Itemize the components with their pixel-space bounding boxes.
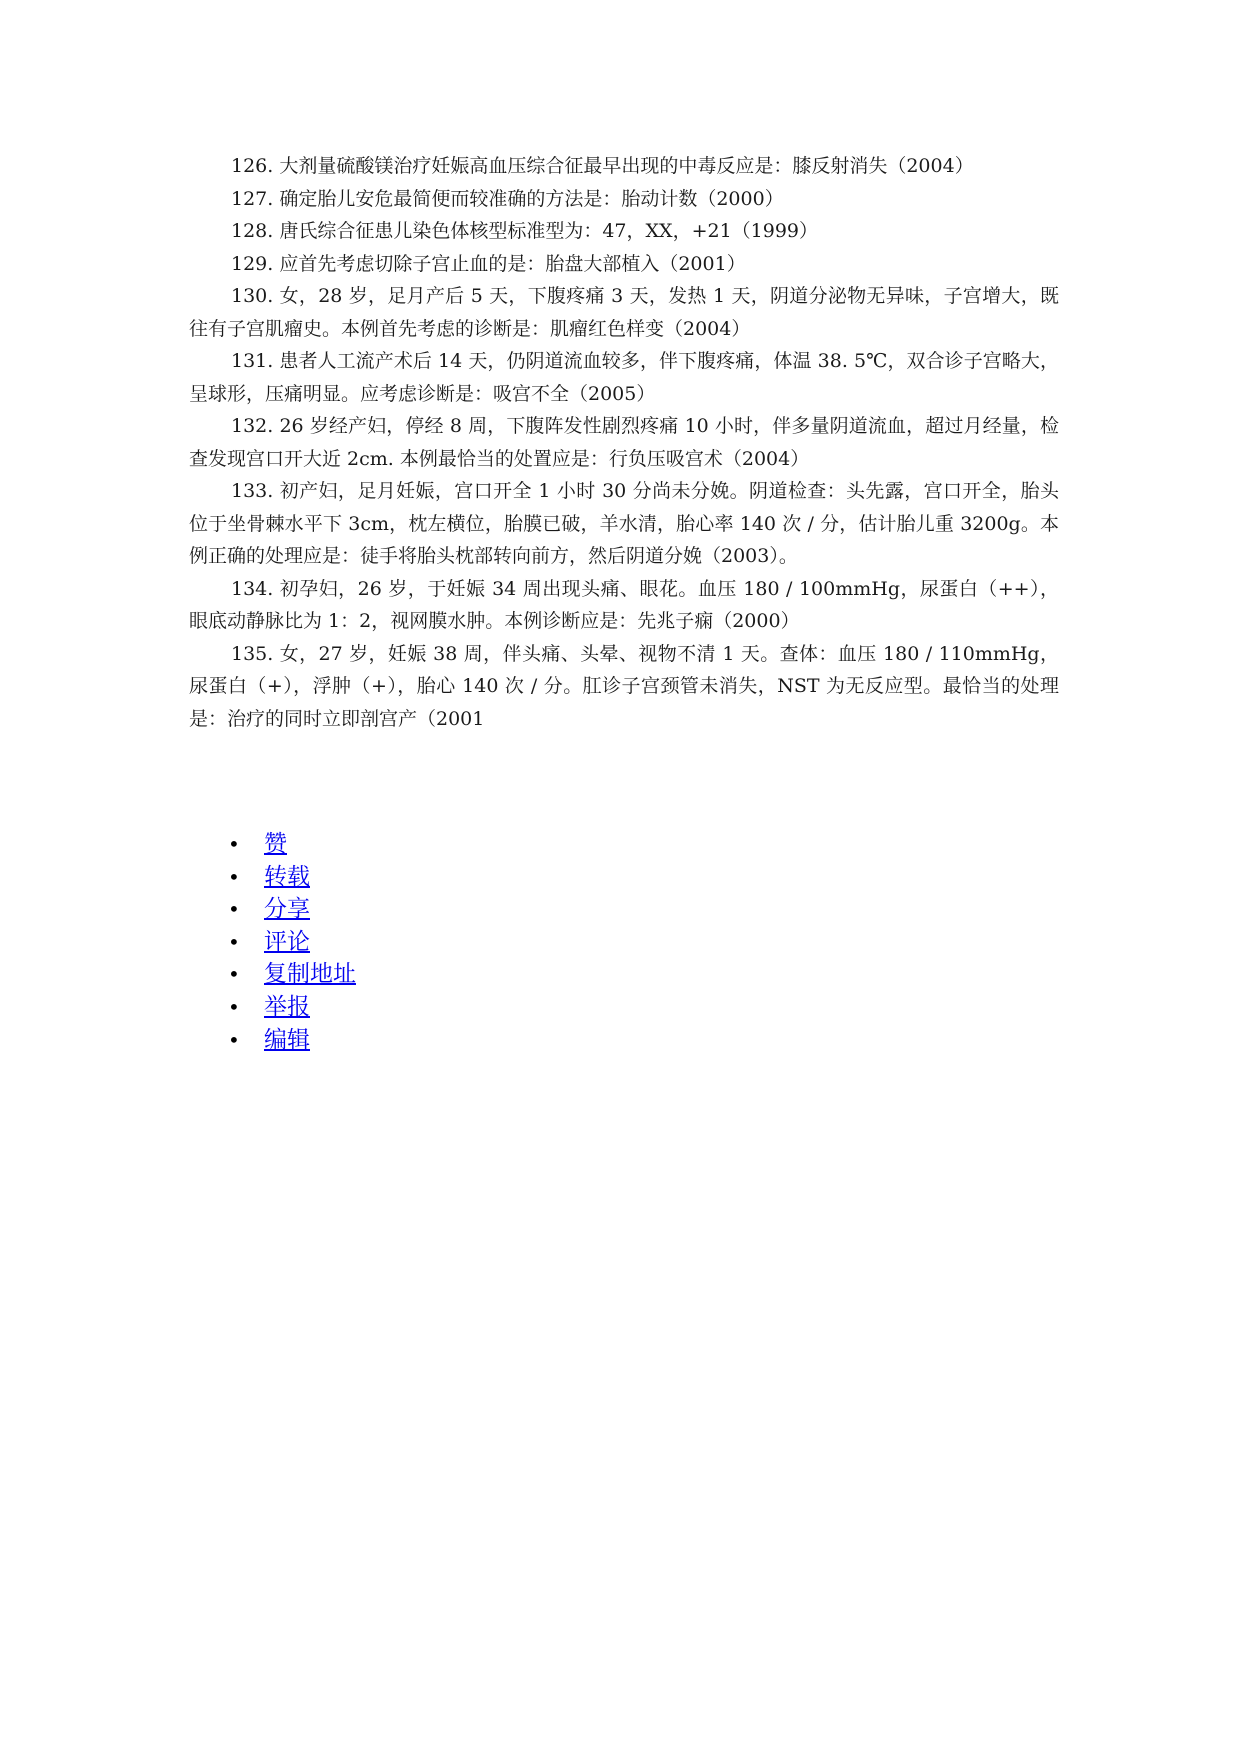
question-133: 133. 初产妇，足月妊娠，宫口开全 1 小时 30 分尚未分娩。阴道检查：头先露，宫口开全，胎头位于坐骨棘水平下 3cm，枕左横位，胎膜已破，羊水清，胎心率 140 次 / 分，估计胎儿重 3200g。本例正确的处理应是：徒手将胎头枕部转向前方，然后阴道分娩（2003）。 [189, 480, 1059, 567]
comment-link[interactable]: 评论 [264, 928, 310, 955]
edit-link[interactable]: 编辑 [264, 1026, 310, 1053]
action-item-like [228, 828, 356, 861]
question-132: 132. 26 岁经产妇，停经 8 周，下腹阵发性剧烈疼痛 10 小时，伴多量阴道流血，超过月经量，检查发现宫口开大近 2cm. 本例最恰当的处置应是：行负压吸宫术（2004） [189, 415, 1059, 470]
question-129: 129. 应首先考虑切除子宫止血的是：胎盘大部植入（2001） [231, 252, 746, 275]
question-127: 127. 确定胎儿安危最简便而较准确的方法是：胎动计数（2000） [231, 187, 784, 210]
report-link[interactable]: 举报 [264, 993, 310, 1020]
bullet-icon: • [228, 864, 240, 889]
action-item-repost [228, 861, 356, 894]
question-128: 128. 唐氏综合征患儿染色体核型标准型为：47，XX，+21（1999） [231, 220, 819, 242]
repost-link[interactable]: 转载 [264, 863, 310, 890]
question-130: 130. 女，28 岁，足月产后 5 天，下腹疼痛 3 天，发热 1 天，阴道分泌物无异味，子宫增大，既往有子宫肌瘤史。本例首先考虑的诊断是：肌瘤红色样变（2004） [189, 285, 1059, 340]
question-135: 135. 女，27 岁，妊娠 38 周，伴头痛、头晕、视物不清 1 天。查体：血压 180 / 110mmHg，尿蛋白（+），浮肿（+），胎心 140 次 / 分。肛诊子宫颈管未消失，NST 为无反应型。最恰当的处理是：治疗的同时立即剖宫产（2001 [189, 642, 1059, 730]
bullet-icon: • [228, 994, 240, 1019]
bullet-icon: • [228, 832, 240, 856]
action-item-report [228, 991, 356, 1024]
bullet-icon: • [228, 929, 240, 954]
action-links-list [228, 828, 356, 1056]
action-item-edit [228, 1024, 356, 1057]
bullet-icon: • [228, 897, 240, 922]
bullet-icon: • [228, 962, 240, 987]
action-item-comment [228, 926, 356, 959]
question-134: 134. 初孕妇，26 岁，于妊娠 34 周出现头痛、眼花。血压 180 / 100mmHg，尿蛋白（++），眼底动静脉比为 1：2，视网膜水肿。本例诊断应是：先兆子痫（2000） [189, 577, 1059, 632]
copy-address-link[interactable]: 复制地址 [264, 961, 356, 988]
share-link[interactable]: 分享 [264, 896, 310, 923]
action-item-share [228, 893, 356, 926]
question-126: 126. 大剂量硫酸镁治疗妊娠高血压综合征最早出现的中毒反应是：膝反射消失（2004） [231, 155, 974, 177]
action-item-copy-address [228, 958, 356, 991]
question-131: 131. 患者人工流产术后 14 天，仍阴道流血较多，伴下腹疼痛，体温 38. 5℃，双合诊子宫略大，呈球形，压痛明显。应考虑诊断是：吸宫不全（2005） [189, 350, 1059, 405]
bullet-icon: • [228, 1027, 240, 1052]
article-body [189, 150, 1059, 735]
like-link[interactable]: 赞 [264, 831, 287, 857]
